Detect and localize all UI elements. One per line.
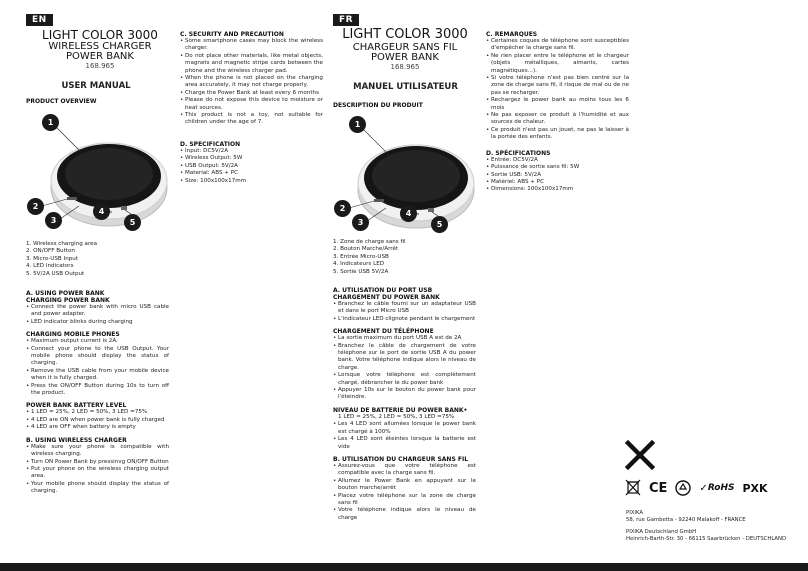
pixika-x-logo-icon [625,440,655,470]
list-item: 4. LED Indicators [26,263,74,270]
bullet-list [486,38,629,142]
product-title: LIGHT COLOR 3000 [42,28,158,42]
list-item: • L'indicateur LED clignote pendant le chargement [333,316,476,323]
list-item: • Si votre téléphone n'est pas bien centré sur la zone de charge sans fil, il risque de mal ou de ne pas se recharger. [486,75,629,97]
en-left-sections [26,290,169,496]
language-badge-en: EN [26,14,53,26]
company-name: PIXIKA Deutschland GmbH [626,529,697,536]
callout-2: 2 [334,200,351,217]
company-footer [626,510,806,542]
parts-list [333,239,478,276]
list-item: • Input: DC5V/2A [180,148,323,155]
product-subtitle: WIRELESS CHARGER [48,41,152,52]
section-subheading: CHARGING MOBILE PHONES [26,331,120,339]
bullet-list [486,157,629,194]
rohs-icon: ✓ RoHS [699,482,735,494]
fr-right-sections [486,31,629,194]
list-item: • Some smartphone cases may block the wireless charger. [180,38,323,53]
section-heading: A. USING POWER BANK [26,290,105,297]
callout-4: 4 [93,203,110,220]
list-item: • Maximum output current is 2A. [26,338,169,345]
section-subheading: CHARGEMENT DU POWER BANK [333,294,440,301]
list-item: • Wireless Output: 5W [180,155,323,162]
list-item: • Les 4 LED sont allumées lorsque le power bank est chargé à 100% [333,421,476,436]
list-item: • Placez votre téléphone sur la zone de charge sans fil [333,493,476,508]
list-item: 2. ON/OFF Button [26,248,75,255]
list-item: • Branchez le câble de chargement de votre téléphone sur le port de sortie USB A du power bank. Votre téléphone indique alors le niveau de charge. [333,343,476,373]
list-item: 1. Wireless charging area [26,241,98,247]
list-item: • Material: ABS + PC [180,170,323,177]
section-subheading: POWER BANK BATTERY LEVEL [26,402,127,410]
product-subtitle-2: POWER BANK [371,52,439,63]
callout-1: 1 [42,114,59,131]
callout-1: 1 [349,116,366,133]
list-item: 4. Indicateurs LED [333,261,385,268]
bullet-list [333,301,476,323]
manual-heading: MANUEL UTILISATEUR [353,82,458,92]
callout-3: 3 [352,214,369,231]
list-item: • Connect the power bank with micro USB cable and power adapter. [26,304,169,319]
list-item: 3. Micro-USB Input [26,255,79,262]
list-item: • Connect your phone to the USB Output. Your mobile phone should display the status of charging. [26,346,169,368]
section-heading: D. SPECIFICATION [180,140,241,148]
list-item: • Size: 100x100x17mm [180,178,323,185]
weee-bin-icon [625,479,641,497]
list-item: 3. Entrée Micro-USB [333,253,389,260]
section-subheading: CHARGING POWER BANK [26,297,110,304]
list-item: • Turn ON Power Bank by pressinvg ON/OFF Button [26,459,169,466]
section-heading: D. SPÉCIFICATIONS [486,149,551,157]
section-heading: B. UTILISATION DU CHARGEUR SANS FIL [333,455,469,463]
list-item: • Your mobile phone should display the status of charging. [26,481,169,496]
overview-heading: PRODUCT OVERVIEW [26,98,97,105]
list-item: 5. 5V/2A USB Output [26,270,85,277]
bullet-list [26,338,169,397]
en-right-sections [180,31,323,185]
list-item: • 4 LED are OFF when battery is empty [26,424,169,431]
list-item: • Matériel: ABS + PC [486,179,629,186]
list-item: • Press the ON/OFF Button during 10s to turn off the product. [26,383,169,398]
bullet-list [333,421,476,451]
bullet-list [26,444,169,496]
list-item: • Ce produit n'est pas un jouet, ne pas le laisser à la portée des enfants. [486,127,629,142]
section-heading: C. REMARQUES [486,31,538,38]
list-item: • Puissance de sortie sans fil: 5W [486,164,629,171]
list-item: • Do not place other materials, like metal objects, magnets and magnetic stripe cards between the phone and the wireless charger pad. [180,53,323,75]
section-heading: B. USING WIRELESS CHARGER [26,436,127,444]
list-item: 2. Bouton Marche/Arrêt [333,246,399,253]
language-badge-fr: FR [333,14,359,26]
list-item: • Votre téléphone indique alors le niveau de charge [333,507,476,522]
bullet-list [26,304,169,326]
section-subheading: CHARGEMENT DU TÉLÉPHONE [333,328,434,336]
parts-list [26,241,166,278]
list-item: • LED indicator blinks during charging [26,319,169,326]
recycling-icon [675,480,691,496]
pxk-logo-icon: PXK [742,481,768,495]
callout-2: 2 [27,198,44,215]
list-item: • Please do not expose this device to moisture or heat sources. [180,97,323,112]
list-item: • Branchez le câble fourni sur un adaptateur USB et dans le port Micro USB [333,301,476,316]
list-item: • Put your phone on the wireless charging output area. [26,466,169,481]
list-item: • Ne pas exposer ce produit à l'humidité et aux sources de chaleur. [486,112,629,127]
manual-heading: USER MANUAL [61,81,131,91]
company-address: Heinrich-Barth-Str. 30 - 66115 Saarbrücken - DEUTSCHLAND [626,535,787,542]
list-item: • Charge the Power Bank at least every 6 months [180,90,323,97]
list-item: • When the phone is not placed on the charging area accurately, it may not charge properly. [180,75,323,90]
list-item: 1. Zone de charge sans fil [333,239,406,245]
product-subtitle: CHARGEUR SANS FIL [352,42,458,53]
overview-heading: DESCRIPTION DU PRODUIT [333,102,423,109]
list-item: • Rechargez le power bank au moins tous les 6 mois [486,97,629,112]
list-item: • 4 LED are ON when power bank is fully charged [26,417,169,424]
list-item: • USB Output: 5V/2A [180,163,323,170]
compliance-logos [625,478,768,498]
list-item: • Sortie USB: 5V/2A [486,172,629,179]
bullet-list [26,409,169,431]
list-item: • Les 4 LED sont éteintes lorsque la batterie est vide [333,436,476,451]
product-title: LIGHT COLOR 3000 [342,27,468,42]
list-item: • Make sure your phone is compatible with wireless charging. [26,444,169,459]
callout-5: 5 [124,214,141,231]
list-item: • Allumez le Power Bank en appuyant sur le bouton marche/arrêt [333,478,476,493]
list-item: • Assurez-vous que votre téléphone est compatible avec la charge sans fil. [333,463,476,478]
callout-3: 3 [45,212,62,229]
product-illustration [25,106,170,236]
callout-4: 4 [400,205,417,222]
product-subtitle-2: POWER BANK [66,51,134,62]
company-address: 58, rue Gambetta - 92240 Malakoff - FRANCE [626,516,746,523]
bullet-list [333,463,476,522]
company-name: PIXIKA [626,510,643,516]
ce-mark-icon: CE [649,480,668,496]
list-item: • Certaines coques de téléphone sont susceptibles d'empêcher la charge sans fil. [486,38,629,53]
section-heading: A. UTILISATION DU PORT USB [333,287,433,294]
bottom-bar [0,563,808,571]
list-item: • Ne rien placer entre le téléphone et le chargeur (objets métalliques, aimants, cartes magnétiques...). [486,53,629,75]
section-heading: C. SECURITY AND PRECAUTION [180,31,284,38]
fr-left-sections [333,287,476,522]
product-illustration [332,108,477,238]
list-item: • Entrée: DC5V/2A [486,157,629,164]
list-item: • Appuyer 10s sur le bouton du power bank pour l'éteindre. [333,387,476,402]
callout-5: 5 [431,216,448,233]
list-item: • Lorsque votre téléphone est complètement chargé, débrancher le du power bank [333,372,476,387]
section-subheading: NIVEAU DE BATTERIE DU POWER BANK• [333,406,468,414]
model-number: 168.965 [85,62,115,70]
battery-levels: 1 LED = 25%, 2 LED = 50%, 3 LED =75% [338,413,455,420]
bullet-list [333,335,476,402]
list-item: • Remove the USB cable from your mobile device when it is fully charged. [26,368,169,383]
list-item: • Dimensions: 100x100x17mm [486,186,629,193]
bullet-list [180,148,323,185]
list-item: • 1 LED = 25%, 2 LED = 50%, 3 LED =75% [26,409,169,416]
list-item: • This product is not a toy, not suitable for children under the age of 7. [180,112,323,127]
bullet-list [180,38,323,127]
list-item: 5. Sortie USB 5V/2A [333,268,389,275]
model-number: 168.965 [390,63,420,71]
list-item: • La sortie maximum du port USB A est de 2A [333,335,476,342]
